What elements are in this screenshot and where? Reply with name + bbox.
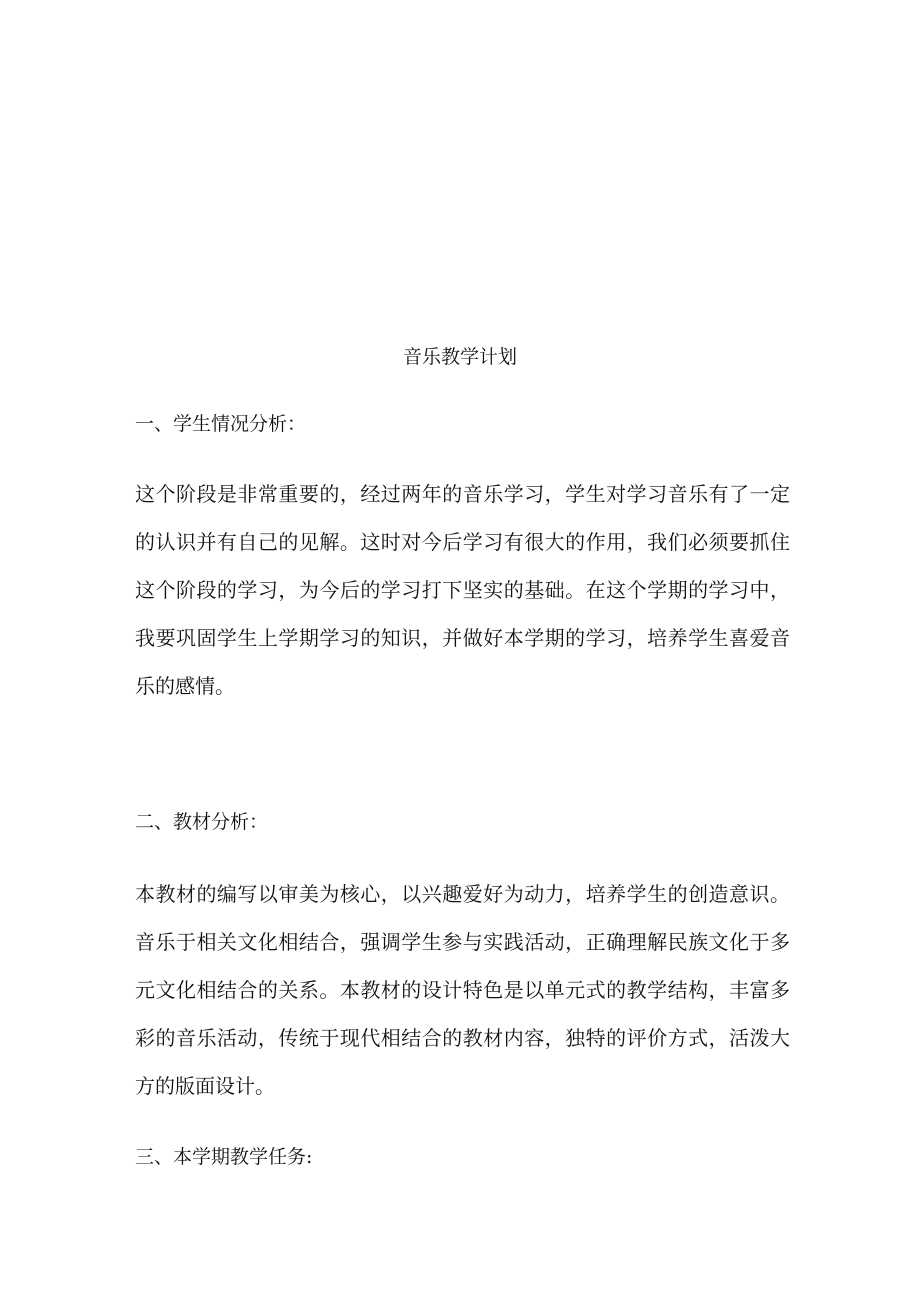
paragraph-line: 本教材的编写以审美为核心，以兴趣爱好为动力，培养学生的创造意识。 (135, 882, 790, 906)
paragraph-line: 方的版面设计。 (135, 1074, 275, 1098)
document-title: 音乐教学计划 (402, 346, 517, 368)
paragraph-textbook-analysis (135, 870, 790, 1110)
paragraph-line: 这个阶段的学习，为今后的学习打下坚实的基础。在这个学期的学习中， (135, 578, 790, 602)
paragraph-line: 这个阶段是非常重要的，经过两年的音乐学习，学生对学习音乐有了一定 (135, 482, 790, 506)
section-heading-teaching-tasks: 三、本学期教学任务: (135, 1146, 313, 1168)
paragraph-student-analysis (135, 470, 790, 710)
paragraph-line: 我要巩固学生上学期学习的知识，并做好本学期的学习，培养学生喜爱音 (135, 626, 790, 650)
paragraph-line: 音乐于相关文化相结合，强调学生参与实践活动，正确理解民族文化于多 (135, 930, 790, 954)
section-heading-student-analysis: 一、学生情况分析： (135, 413, 307, 435)
paragraph-line: 元文化相结合的关系。本教材的设计特色是以单元式的教学结构，丰富多 (135, 978, 790, 1002)
paragraph-line: 的认识并有自己的见解。这时对今后学习有很大的作用，我们必须要抓住 (135, 530, 790, 554)
paragraph-line: 彩的音乐活动，传统于现代相结合的教材内容，独特的评价方式，活泼大 (135, 1026, 790, 1050)
paragraph-line: 乐的感情。 (135, 674, 235, 698)
section-heading-textbook-analysis: 二、教材分析： (135, 811, 269, 833)
